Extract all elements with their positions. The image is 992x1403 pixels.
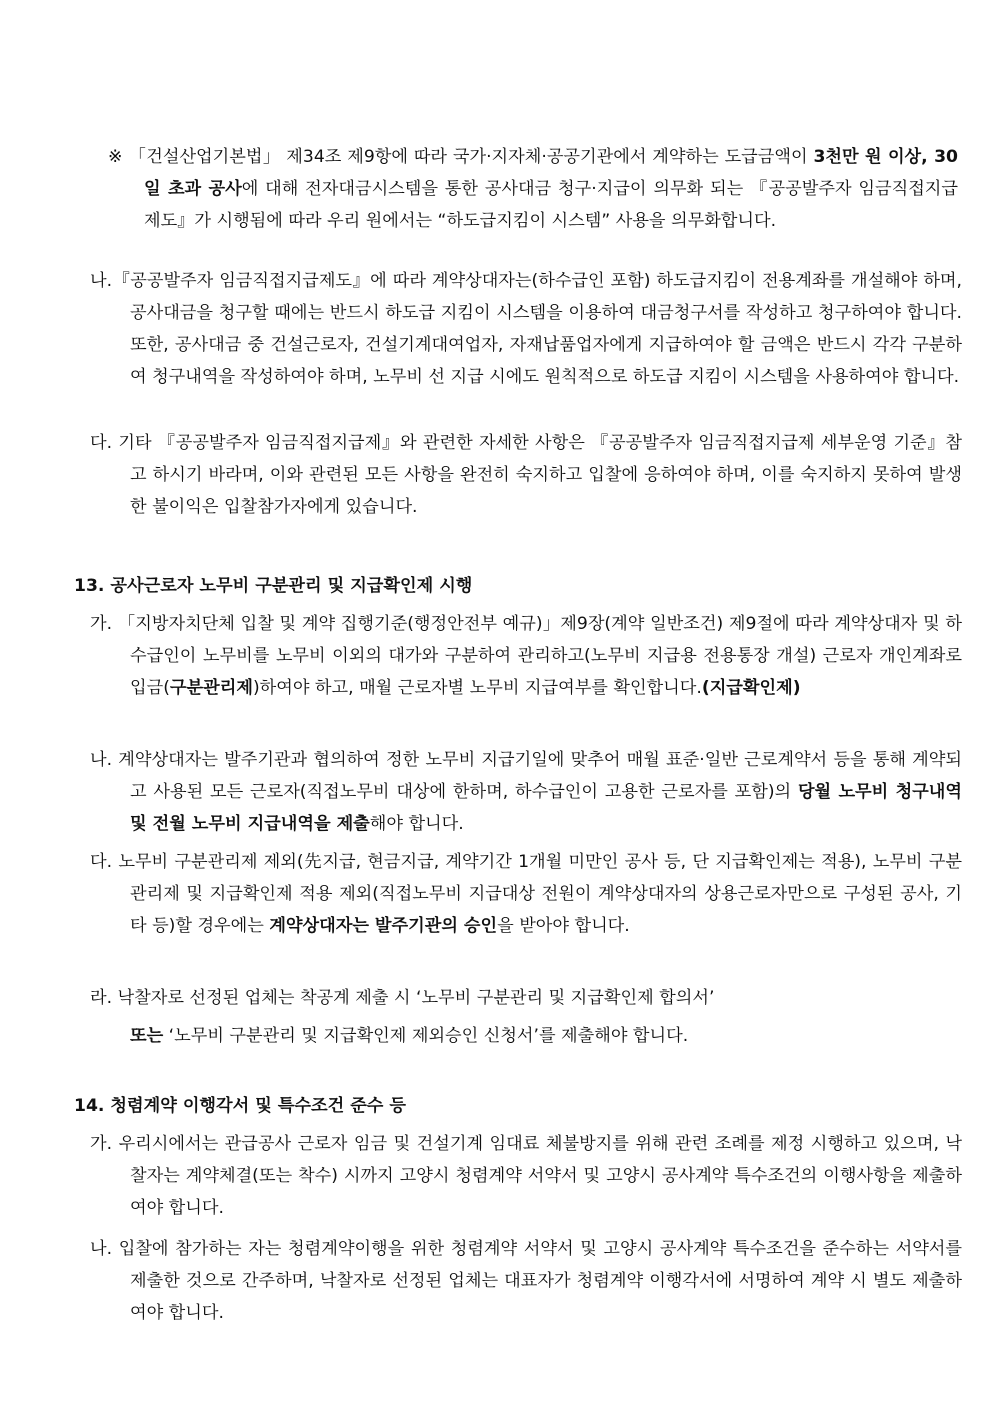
item-text: 입찰에 참가하는 자는 청렴계약이행을 위한 청렴계약 서약서 및 고양시 공사계약 특수조건을 준수하는 서약서를 제출한 것으로 간주하며, 낙찰자로 선정된 업체는 대표자가 청렴계약 이행각서에 서명하여 계약 시 별도 제출하여야 합니다. — [118, 1239, 963, 1323]
note-run-3: 에 대해 전자대금시스템을 통한 공사대금 청구·지급이 의무화 되는 『공공발주자 임금직접지급제도』가 시행됨에 따라 우리 원에서는 “하도급지킴이 시스템” 사용을 의무화합니다. — [144, 179, 959, 231]
note-paragraph — [108, 141, 958, 237]
sec12-item-da — [90, 427, 962, 523]
item-marker: 다. — [90, 852, 113, 872]
item-text: 노무비 구분관리제 제외(先지급, 현금지급, 계약기간 1개월 미만인 공사 등, 단 지급확인제는 적용), 노무비 구분관리제 및 지급확인제 적용 제외(직접노무비 지급대상 전원이 계약상대자의 상용근로자만으로 구성된 공사, 기타 등)할 경우에는 — [118, 852, 962, 936]
sec13-item-na — [90, 744, 962, 840]
item-text-bold: (지급확인제) — [701, 678, 801, 698]
item-text-bold: 또는 — [130, 1026, 164, 1046]
item-text-bold: 구분관리제 — [169, 678, 253, 698]
item-text-bold: 당월 노무비 청구내역 및 전월 노무비 지급내역을 제출 — [130, 782, 962, 834]
item-marker: 가. — [90, 614, 113, 634]
item-marker: 가. — [90, 1134, 113, 1154]
sec13-item-ra-continuation — [130, 1020, 922, 1052]
sec13-item-ga — [90, 608, 962, 704]
sec14-item-ga — [90, 1128, 962, 1224]
item-text: 계약상대자는 발주기관과 협의하여 정한 노무비 지급기일에 맞추어 매월 표준·일반 근로계약서 등을 통해 계약되고 사용된 모든 근로자(직접노무비 대상에 한하며, 하수급인이 고용한 근로자를 포함)의 — [118, 750, 962, 802]
section-13-heading: 13. 공사근로자 노무비 구분관리 및 지급확인제 시행 — [74, 576, 473, 596]
item-text: 을 받아야 합니다. — [497, 916, 630, 936]
item-marker: 라. — [90, 988, 113, 1008]
item-marker: 나. — [90, 750, 113, 770]
item-text-bold: 계약상대자는 발주기관의 승인 — [269, 916, 498, 936]
item-text: 우리시에서는 관급공사 근로자 임금 및 건설기계 임대료 체불방지를 위해 관련 조례를 제정 시행하고 있으며, 낙찰자는 계약체결(또는 착수) 시까지 고양시 청렴계약 서약서 및 고양시 공사계약 특수조건의 이행사항을 제출하여야 합니다. — [118, 1134, 962, 1218]
item-text: 기타 『공공발주자 임금직접지급제』와 관련한 자세한 사항은 『공공발주자 임금직접지급제 세부운영 기준』참고 하시기 바라며, 이와 관련된 모든 사항을 완전히 숙지하고 입찰에 응하여야 하며, 이를 숙지하지 못하여 발생한 불이익은 입찰참가자에게 있습니다. — [118, 433, 963, 517]
note-run-2-bold: 3천만 원 이상, 30일 초과 공사 — [144, 147, 958, 199]
item-text: 『공공발주자 임금직접지급제도』에 따라 계약상대자는(하수급인 포함) 하도급지킴이 전용계좌를 개설해야 하며, 공사대금을 청구할 때에는 반드시 하도급 지킴이 시스템을 이용하여 대금청구서를 작성하고 청구하여야 합니다. 또한, 공사대금 중 건설근로자, 건설기계대여업자, 자재납품업자에게 지급하여야 할 금액은 반드시 각각 구분하여 청구내역을 작성하여야 하며, 노무비 선 지급 시에도 원칙적으로 하도급 지킴이 시스템을 사용하여야 합니다. — [112, 271, 962, 387]
note-run-1: 「건설산업기본법」 제34조 제9항에 따라 국가·지자체·공공기관에서 계약하는 도급금액이 — [128, 147, 814, 167]
note-marker: ※ — [108, 147, 123, 167]
item-marker: 나. — [90, 271, 113, 291]
sec12-item-na — [90, 265, 962, 393]
item-marker: 나. — [90, 1239, 113, 1259]
sec13-item-da — [90, 846, 962, 942]
sec13-item-ra — [90, 982, 962, 1014]
item-text: 「지방자치단체 입찰 및 계약 집행기준(행정안전부 예규)」제9장(계약 일반조건) 제9절에 따라 계약상대자 및 하수급인이 노무비를 노무비 이외의 대가와 구분하여 관리하고(노무비 지급용 전용통장 개설) 근로자 개인계좌로 입금( — [117, 614, 963, 698]
item-marker: 다. — [90, 433, 113, 453]
section-14-heading: 14. 청렴계약 이행각서 및 특수조건 준수 등 — [74, 1096, 407, 1116]
item-text: 해야 합니다. — [369, 814, 464, 834]
item-text: 낙찰자로 선정된 업체는 착공계 제출 시 ‘노무비 구분관리 및 지급확인제 합의서’ — [117, 988, 715, 1008]
item-text: )하여야 하고, 매월 근로자별 노무비 지급여부를 확인합니다. — [252, 678, 702, 698]
item-text: ‘노무비 구분관리 및 지급확인제 제외승인 신청서’를 제출해야 합니다. — [163, 1026, 689, 1046]
sec14-item-na — [90, 1233, 962, 1329]
